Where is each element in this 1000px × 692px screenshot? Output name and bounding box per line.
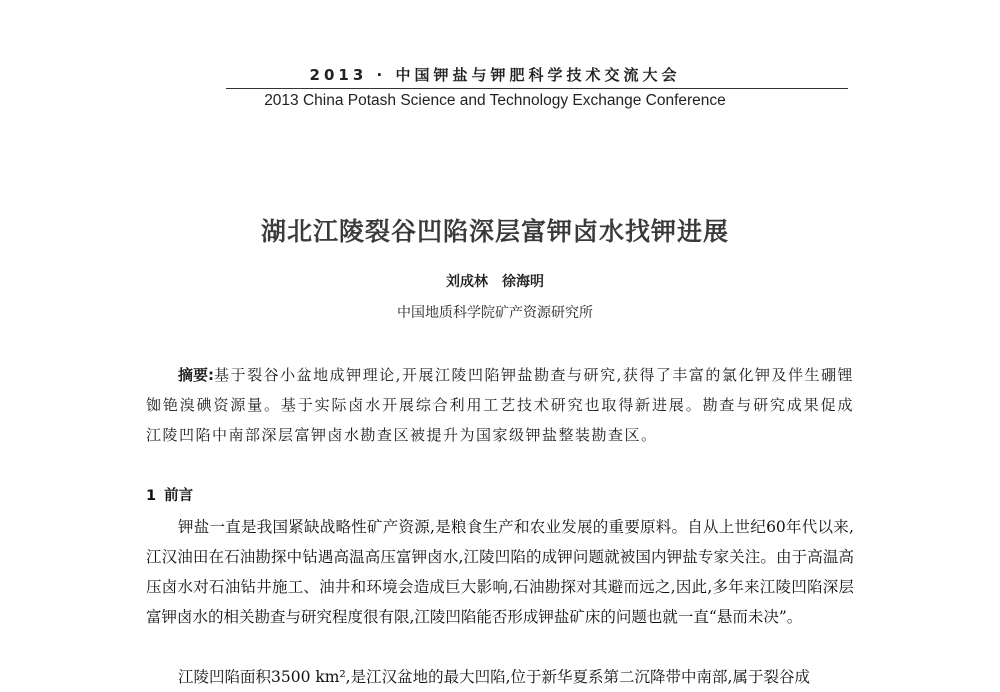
- body-paragraph-1: 钾盐一直是我国紧缺战略性矿产资源,是粮食生产和农业发展的重要原料。自从上世纪60年代以来,江汉油田在石油勘探中钻遇高温高压富钾卤水,江陵凹陷的成钾问题就被国内钾盐专家关注。由于高温高压卤水对石油钻井施工、油井和环境会造成巨大影响,石油勘探对其避而远之,因此,多年来江陵凹陷深层富钾卤水的相关勘查与研究程度很有限,江陵凹陷能否形成钾盐矿床的问题也就一直“悬而未决”。: [146, 518, 854, 626]
- header-english: 2013 China Potash Science and Technology Exchange Conference: [264, 92, 726, 109]
- authors: 刘成林 徐海明: [446, 274, 544, 290]
- affiliation: 中国地质科学院矿产资源研究所: [397, 305, 593, 321]
- section-title: 前言: [164, 488, 194, 504]
- abstract-label: 摘要:: [178, 366, 215, 384]
- header-rule: [226, 88, 848, 89]
- body-paragraph-2: 江陵凹陷面积3500 km²,是江汉盆地的最大凹陷,位于新华夏系第二沉降带中南部,属于裂谷成: [178, 668, 810, 686]
- section-number: 1: [146, 488, 157, 504]
- section-heading: [146, 484, 193, 505]
- paper-title: 湖北江陵裂谷凹陷深层富钾卤水找钾进展: [260, 217, 729, 246]
- abstract-text: 基于裂谷小盆地成钾理论,开展江陵凹陷钾盐勘查与研究,获得了丰富的氯化钾及伴生硼锂铷铯溴碘资源量。基于实际卤水开展综合利用工艺技术研究也取得新进展。勘查与研究成果促成江陵凹陷中南部深层富钾卤水勘查区被提升为国家级钾盐整装勘查区。: [146, 366, 855, 444]
- abstract: [146, 360, 854, 450]
- header-chinese: 2013 · 中国钾盐与钾肥科学技术交流大会: [309, 66, 681, 84]
